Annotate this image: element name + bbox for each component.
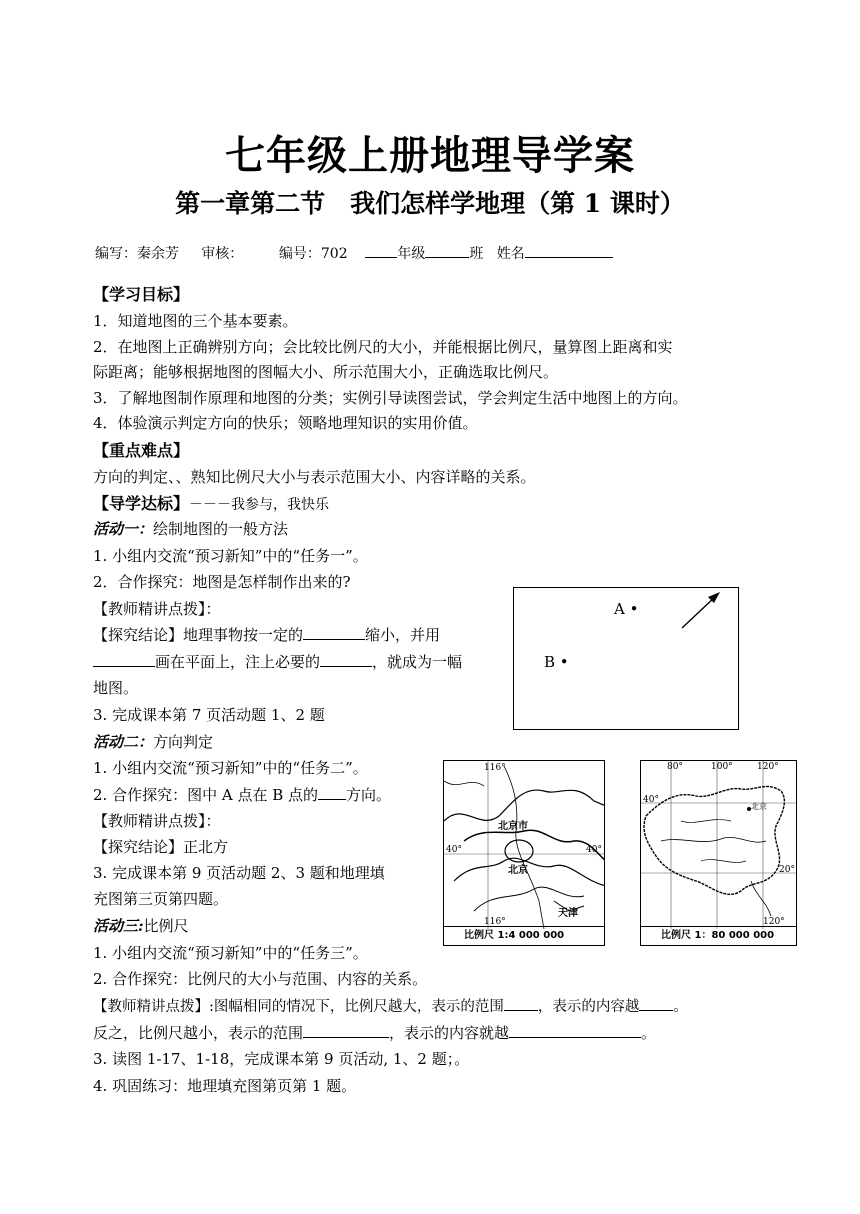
blank[interactable] — [509, 1023, 641, 1038]
act1-line: 【教师精讲点拨】： — [93, 600, 221, 618]
lon-label: 116° — [484, 763, 506, 773]
goal-item: 际距离；能够根据地图的图幅大小、所示范围大小，正确选取比例尺。 — [93, 363, 559, 381]
act2-line: 充图第三页第四题。 — [93, 890, 229, 908]
act3-explain-2: 反之，比例尺越小，表示的范围 ，表示的内容就越 。 — [93, 1024, 657, 1042]
act1-line: 地图。 — [93, 679, 139, 697]
map-scale: 比例尺 1：80 000 000 — [641, 926, 796, 945]
lat-label: 40° — [643, 795, 659, 805]
city-label: 北京 — [751, 802, 767, 811]
act1-line: 2．合作探究：地图是怎样制作出来的? — [93, 573, 351, 591]
name-blank[interactable] — [525, 243, 613, 258]
number: 编号：702 — [278, 246, 348, 262]
blank[interactable] — [320, 652, 372, 667]
direction-box — [513, 587, 739, 730]
beijing-map — [443, 760, 605, 946]
act2-line: 3. 完成课本第 9 页活动题 2、3 题和地理填 — [93, 864, 385, 882]
lat-label: 40° — [446, 845, 462, 855]
point-b-label: B • — [544, 653, 569, 671]
page-title: 七年级上册地理导学案 — [225, 132, 635, 179]
blank[interactable] — [639, 996, 673, 1011]
act2-title: 活动二：方向判定 — [93, 733, 214, 751]
act1-conclusion-2: 画在平面上，注上必要的 ，就成为一幅 — [93, 651, 462, 672]
key-text: 方向的判定、、熟知比例尺大小与表示范围大小、内容详略的关系。 — [93, 468, 536, 486]
lon-label: 116° — [484, 917, 506, 927]
class-blank[interactable] — [425, 243, 469, 258]
northeast-arrow-icon — [674, 588, 738, 638]
lon-label: 100° — [711, 762, 733, 772]
goal-item: 4．体验演示判定方向的快乐；领略地理知识的实用价值。 — [93, 414, 478, 432]
key-heading: 【重点难点】 — [93, 441, 190, 460]
act3-explain: 【教师精讲点拨】:图幅相同的情况下，比例尺越大，表示的范围 ，表示的内容越 。 — [93, 995, 688, 1016]
act2-line: 【探究结论】正北方 — [93, 838, 229, 856]
author: 编写：秦余芳 — [95, 246, 179, 262]
act2-question: 2. 合作探究：图中 A 点在 B 点的 方向。 — [93, 786, 392, 804]
goals-heading: 【学习目标】 — [93, 285, 190, 304]
blank[interactable] — [93, 652, 155, 667]
meta-line — [95, 243, 613, 263]
blank[interactable] — [318, 785, 346, 800]
act1-conclusion: 【探究结论】地理事物按一定的 缩小，并用 — [93, 626, 441, 644]
blank[interactable] — [303, 1023, 389, 1038]
reviewer: 审核： — [201, 246, 244, 262]
page-subtitle: 第一章第二节 我们怎样学地理（第 1 课时） — [175, 189, 685, 218]
act3-line: 4. 巩固练习：地理填充图第页第 1 题。 — [93, 1077, 357, 1095]
map-scale: 比例尺 1:4 000 000 — [444, 926, 604, 945]
point-a-label: A • — [614, 600, 639, 618]
lat-label: 20° — [779, 865, 795, 875]
act2-line: 【教师精讲点拨】： — [93, 812, 221, 830]
act1-line: 3. 完成课本第 7 页活动题 1、2 题 — [93, 706, 325, 724]
goal-item: 1．知道地图的三个基本要素。 — [93, 312, 298, 330]
lon-label: 80° — [667, 762, 683, 772]
act3-line: 2. 合作探究：比例尺的大小与范围、内容的关系。 — [93, 970, 428, 988]
act3-line: 3. 读图 1-17、1-18，完成课本第 9 页活动, 1、2 题；。 — [93, 1050, 470, 1068]
act1-line: 1. 小组内交流“预习新知”中的“任务一”。 — [93, 547, 368, 565]
guide-heading: 【导学达标】－－－我参与，我快乐 — [93, 494, 330, 513]
goal-item: 3．了解地图制作原理和地图的分类；实例引导读图尝试，学会判定生活中地图上的方向。 — [93, 389, 688, 407]
class-label: 班 — [469, 246, 484, 262]
city-label: 北京市 — [498, 821, 528, 832]
goal-item: 2．在地图上正确辨别方向；会比较比例尺的大小，并能根据比例尺，量算图上距离和实 — [93, 338, 673, 356]
act2-line: 1. 小组内交流“预习新知”中的“任务二”。 — [93, 759, 368, 777]
blank[interactable] — [504, 996, 538, 1011]
city-label: 天津 — [558, 908, 578, 919]
act1-title: 活动一：绘制地图的一般方法 — [93, 520, 289, 538]
lon-label: 120° — [757, 762, 779, 772]
act3-line: 1. 小组内交流“预习新知”中的“任务三”。 — [93, 944, 368, 962]
blank[interactable] — [303, 625, 365, 640]
lat-label: 40° — [586, 845, 602, 855]
grade-label: 年级 — [397, 246, 426, 262]
name-label: 姓名 — [496, 246, 525, 262]
act3-title: 活动三:比例尺 — [93, 917, 189, 935]
city-label: 北京 — [508, 865, 528, 876]
grade-blank[interactable] — [365, 243, 397, 258]
china-map — [640, 760, 797, 946]
lon-label: 120° — [763, 917, 785, 927]
